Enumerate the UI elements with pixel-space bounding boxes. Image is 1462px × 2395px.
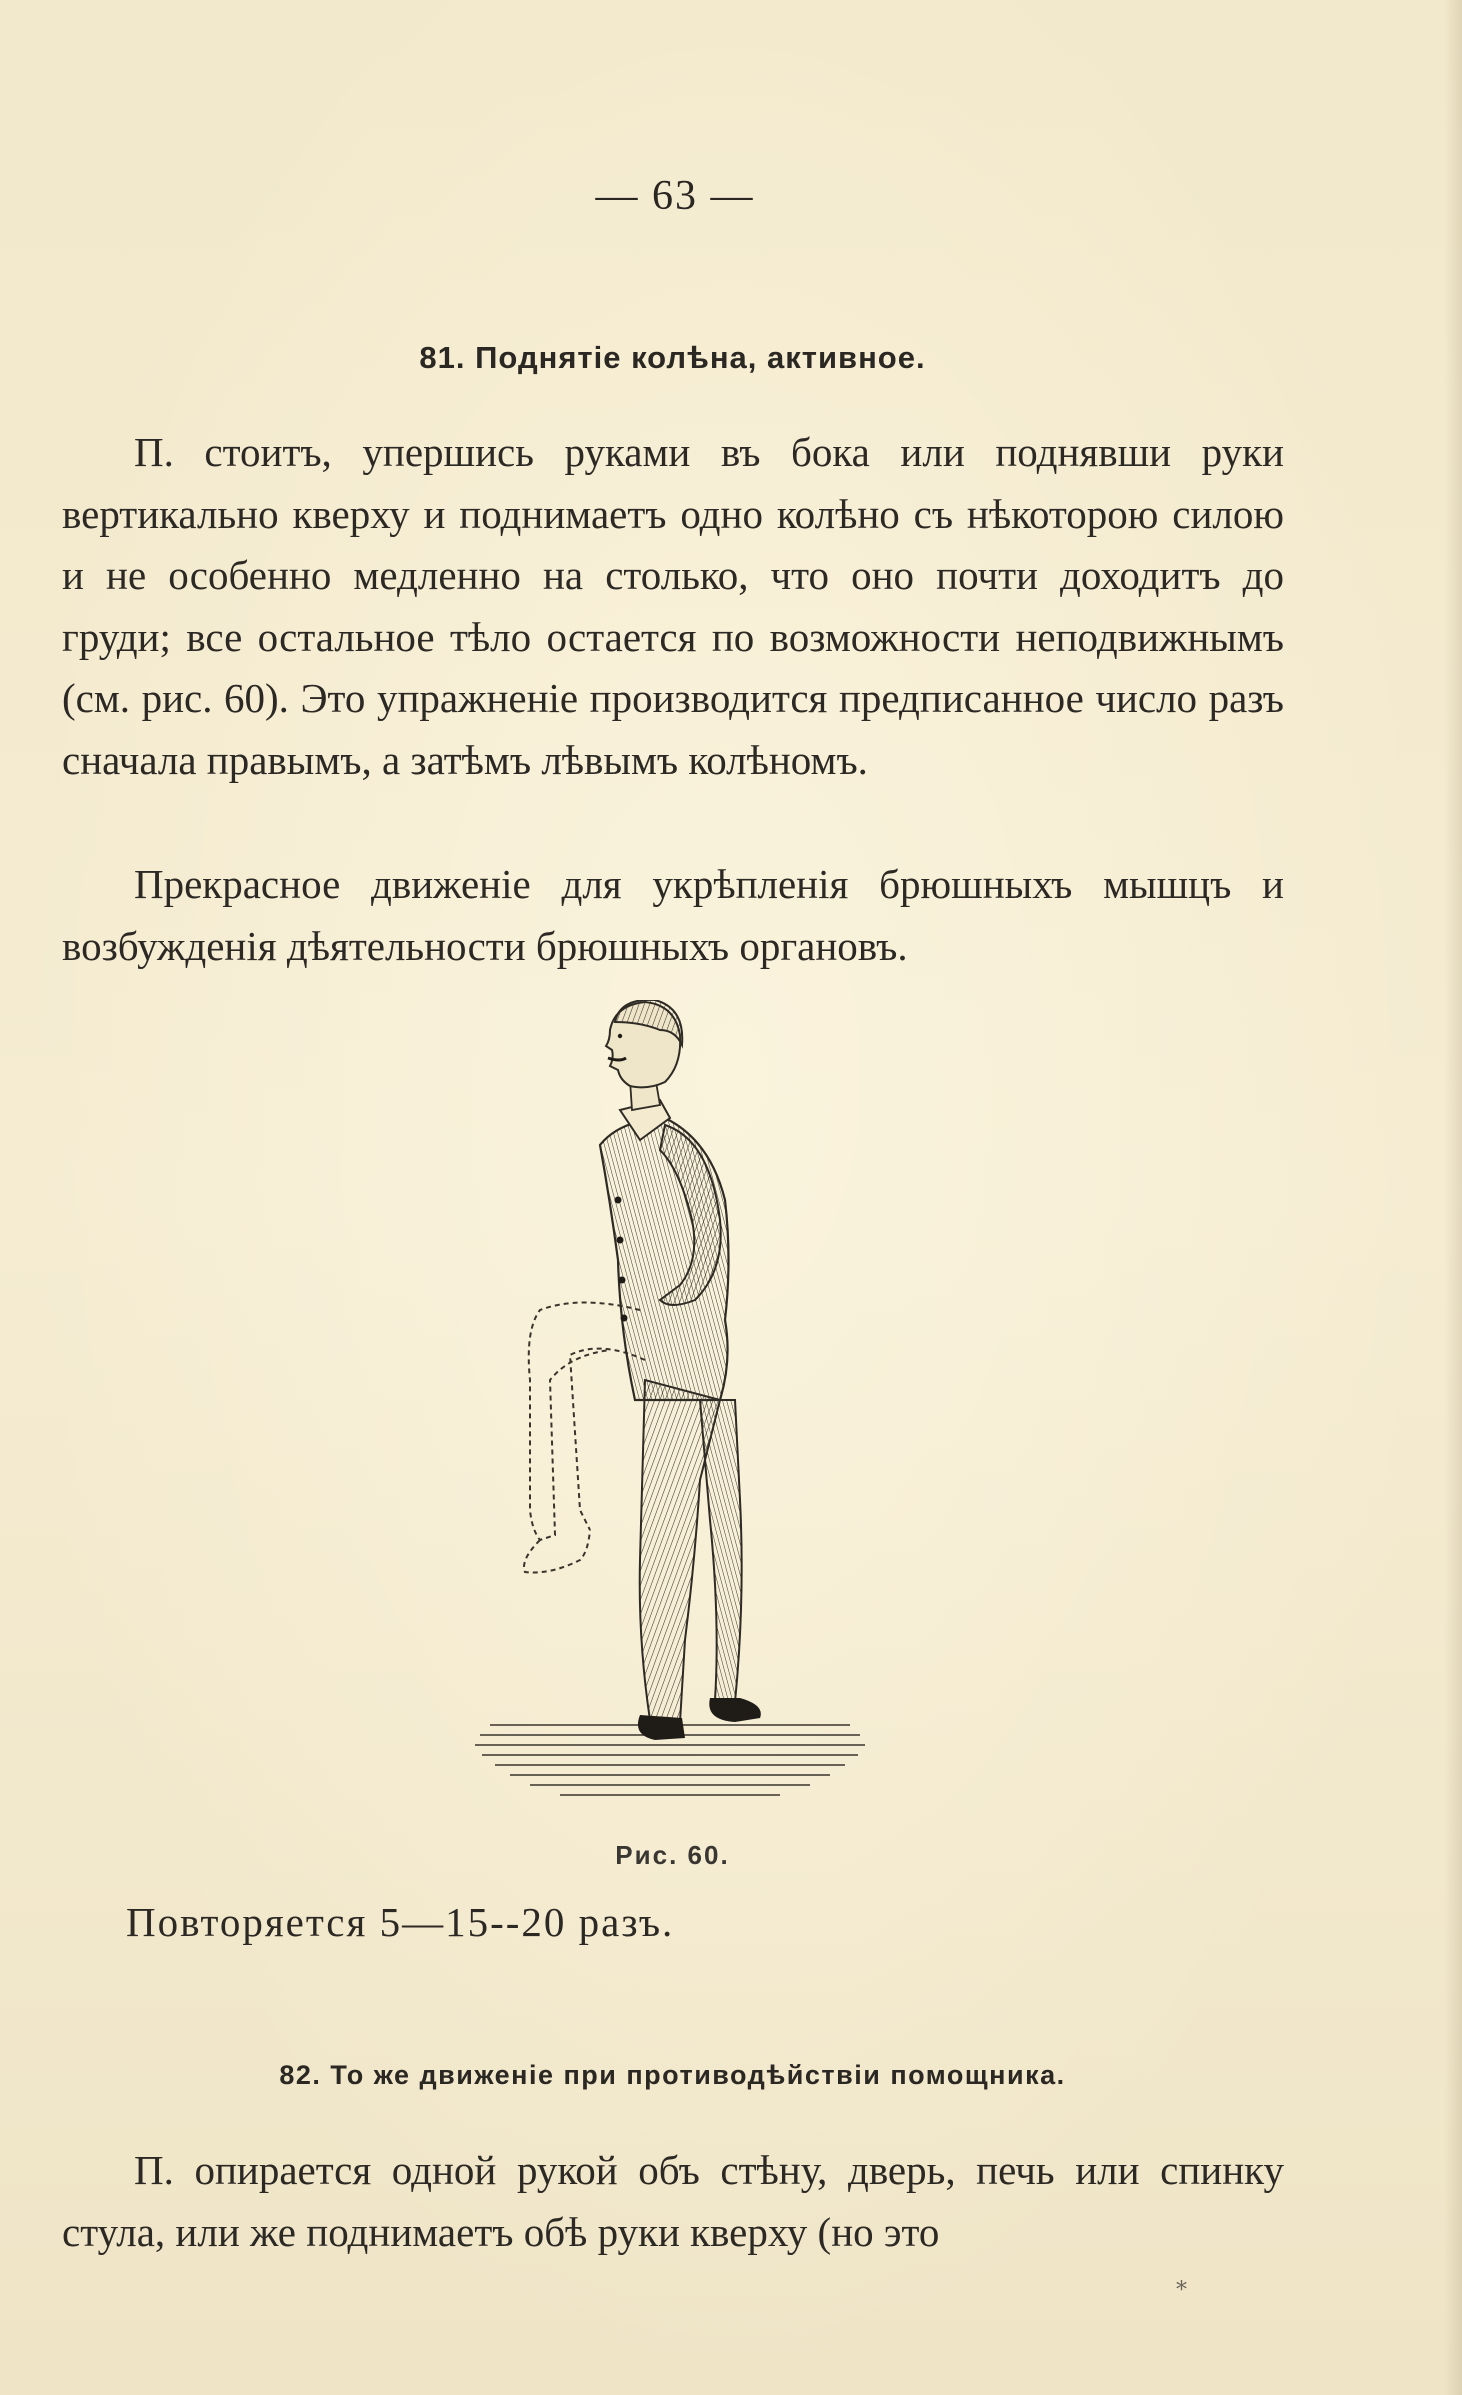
knee-raise-illustration xyxy=(470,1000,870,1820)
section-81-paragraph-2: Прекрасное движеніе для укрѣпленія брюшныхъ мышцъ и возбужденія дѣятельности брюшныхъ органовъ. xyxy=(62,861,1284,969)
section-82-paragraph-1: П. опирается одной рукой объ стѣну, дверь, печь или спинку стула, или же поднимаетъ обѣ руки кверху (но это xyxy=(62,2147,1284,2255)
figure-caption: Рис. 60. xyxy=(615,1840,730,1870)
section-81-heading: 81. Поднятіе колѣна, активное. xyxy=(419,340,926,375)
page-edge-shadow xyxy=(1444,0,1462,2395)
printer-mark: * xyxy=(1176,2278,1187,2303)
section-82-heading: 82. То же движеніе при противодѣйствіи помощника. xyxy=(279,2060,1066,2090)
page-number: — 63 — xyxy=(595,173,755,219)
section-81-paragraph-1: П. стоитъ, упершись руками въ бока или поднявши руки вертикально кверху и поднимаетъ одно колѣно съ нѣкоторою силою и не особенно медленно на столько, что оно почти доходитъ до груди; все остальное тѣло остается по возможности неподвижнымъ (см. рис. 60). Это упражненіе производится предписанное число разъ сначала правымъ, а затѣмъ лѣвымъ колѣномъ. xyxy=(62,429,1284,783)
repeat-count-text: Повторяется 5—15--20 разъ. xyxy=(126,1899,675,1945)
